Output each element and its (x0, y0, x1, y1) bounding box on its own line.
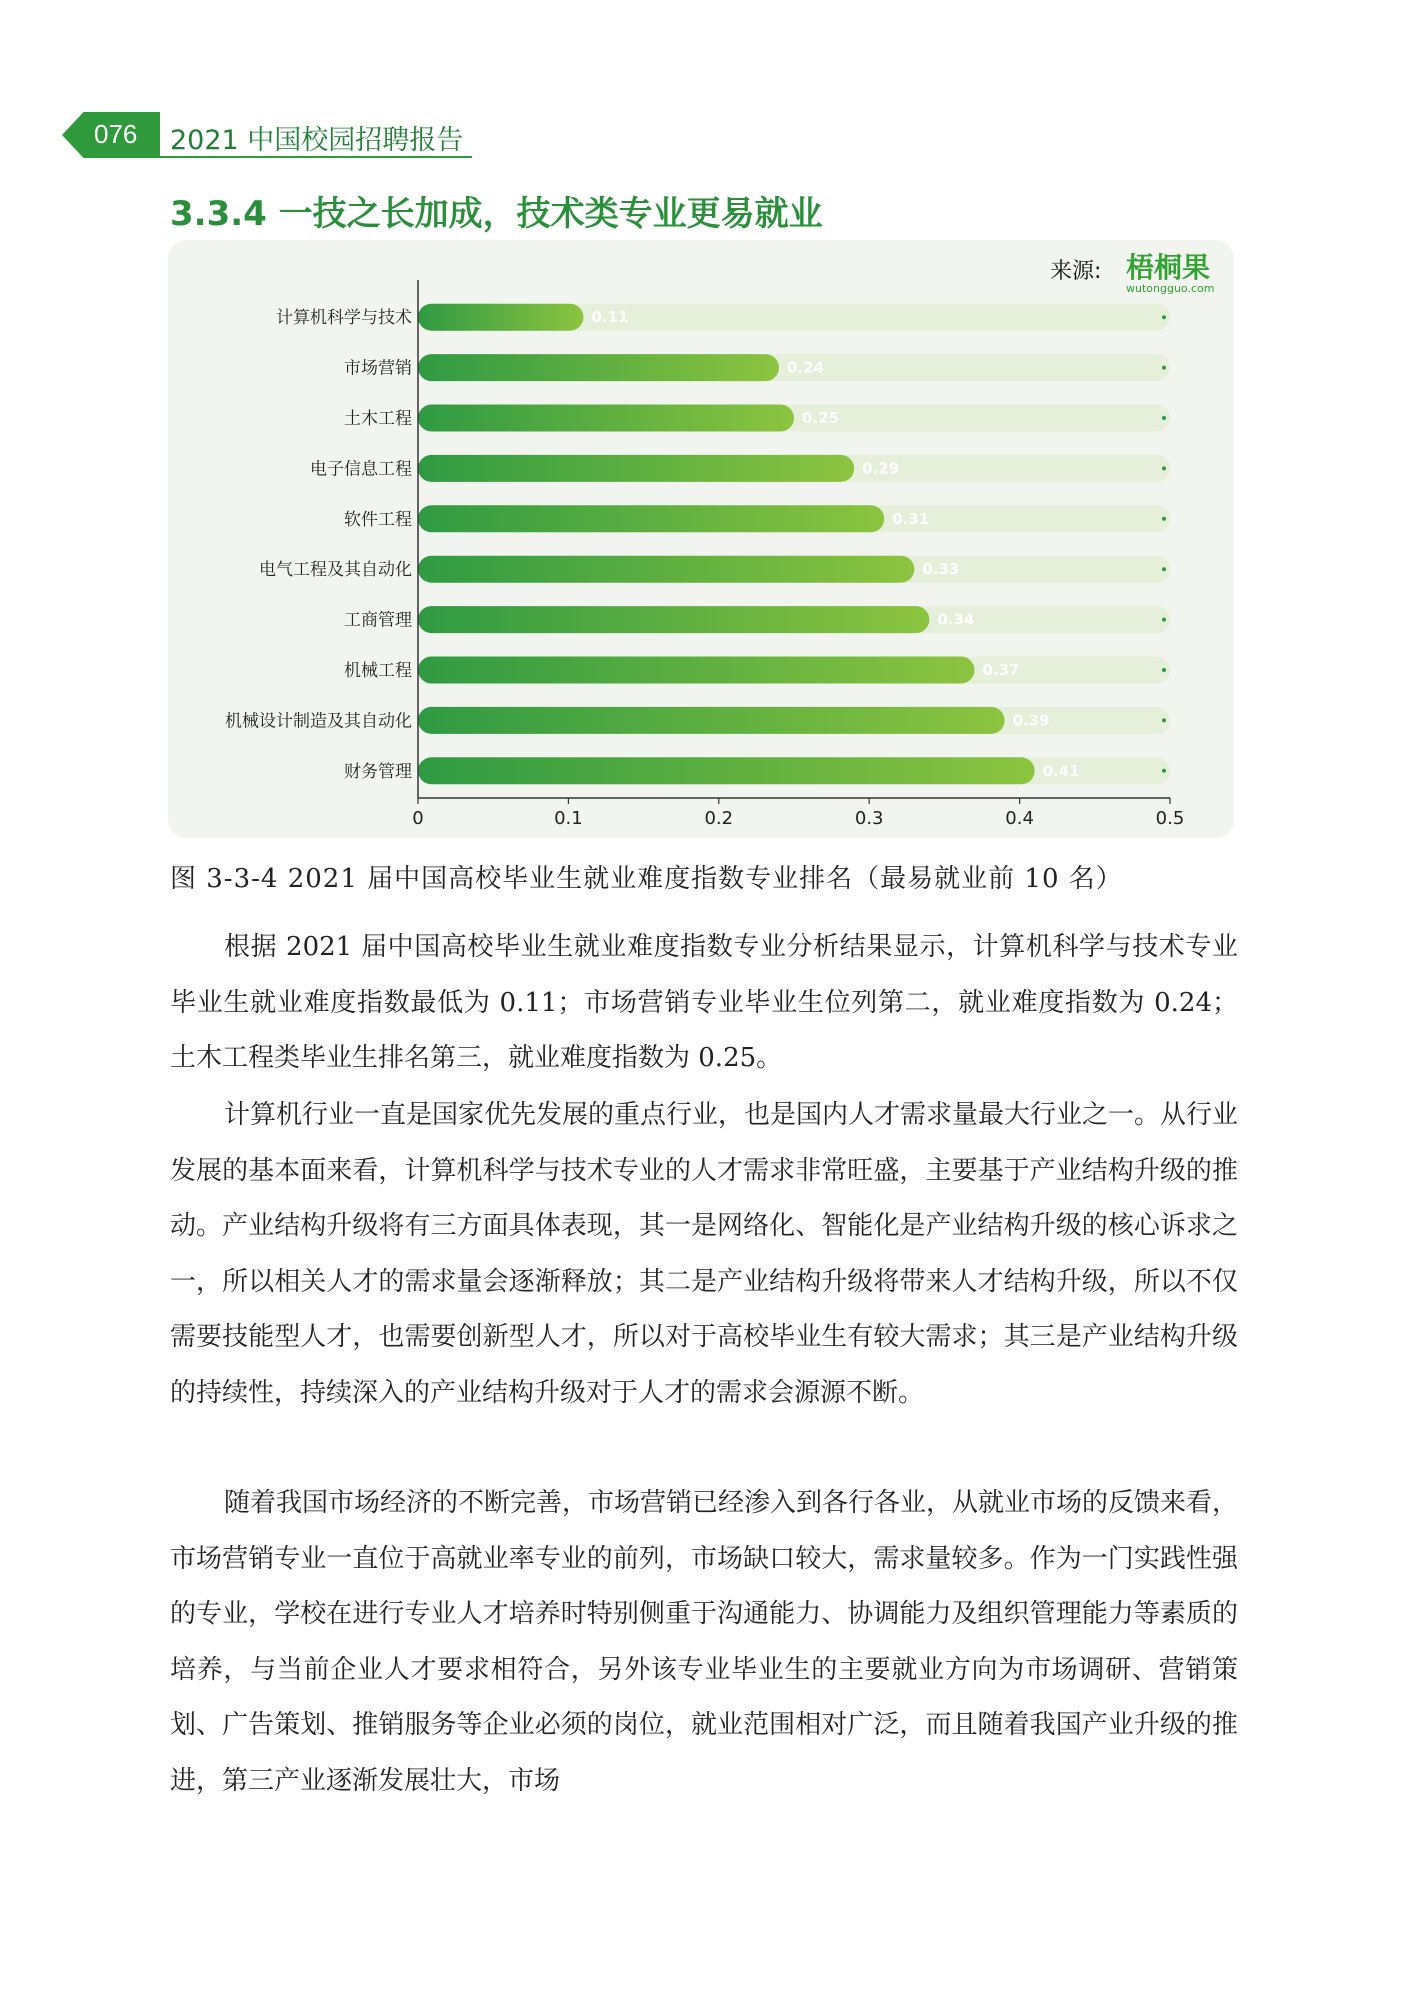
bar-value-label: 0.34 (937, 610, 975, 629)
track-end-dot (1162, 315, 1166, 319)
bar-value-label: 0.31 (892, 509, 930, 528)
page-number: 076 (94, 119, 138, 149)
bar (418, 455, 854, 482)
figure-caption: 图 3-3-4 2021 届中国高校毕业生就业难度指数专业排名（最易就业前 10 名） (170, 864, 1123, 894)
bar-value-label: 0.33 (922, 560, 960, 579)
bar (418, 757, 1035, 784)
bar (418, 405, 794, 432)
track-end-dot (1162, 769, 1166, 773)
body-paragraph-1: 根据 2021 届中国高校毕业生就业难度指数专业分析结果显示，计算机科学与技术专业毕业生就业难度指数最低为 0.11；市场营销专业毕业生位列第二，就业难度指数为 0.24；土木工程类毕业生排名第三，就业难度指数为 0.25。 (170, 932, 1238, 1073)
track-end-dot (1162, 466, 1166, 470)
x-tick-label: 0.3 (854, 808, 884, 829)
body-paragraph-3: 随着我国市场经济的不断完善，市场营销已经渗入到各行各业，从就业市场的反馈来看，市场营销专业一直位于高就业率专业的前列，市场缺口较大，需求量较多。作为一门实践性强的专业，学校在进行专业人才培养时特别侧重于沟通能力、协调能力及组织管理能力等素质的培养，与当前企业人才要求相符合，另外该专业毕业生的主要就业方向为市场调研、营销策划、广告策划、推销服务等企业必须的岗位，就业范围相对广泛，而且随着我国产业升级的推进，第三产业逐渐发展壮大，市场 (170, 1488, 1239, 1796)
bar (418, 556, 914, 583)
track-end-dot (1162, 668, 1166, 672)
bar (418, 657, 974, 684)
category-label: 电子信息工程 (310, 459, 412, 480)
bar-value-label: 0.39 (1012, 711, 1050, 730)
bar-value-label: 0.41 (1042, 761, 1080, 780)
category-label: 机械工程 (344, 661, 412, 681)
category-label: 计算机科学与技术 (276, 308, 412, 329)
bar-value-label: 0.11 (591, 308, 629, 327)
report-title: 2021 中国校园招聘报告 (170, 125, 464, 156)
category-label: 财务管理 (344, 761, 412, 782)
bar (418, 505, 884, 532)
category-label: 工商管理 (344, 610, 412, 631)
track-end-dot (1162, 718, 1166, 722)
section-title: 3.3.4 一技之长加成，技术类专业更易就业 (170, 194, 823, 234)
bar-value-label: 0.24 (786, 358, 824, 377)
bar (418, 707, 1005, 734)
category-label: 土木工程 (344, 409, 412, 429)
track-end-dot (1162, 618, 1166, 622)
category-label: 电气工程及其自动化 (259, 560, 412, 581)
category-label: 机械设计制造及其自动化 (225, 711, 412, 732)
body-paragraph-2: 计算机行业一直是国家优先发展的重点行业，也是国内人才需求量最大行业之一。从行业发展的基本面来看，计算机科学与技术专业的人才需求非常旺盛，主要基于产业结构升级的推动。产业结构升级将有三方面具体表现，其一是网络化、智能化是产业结构升级的核心诉求之一，所以相关人才的需求量会逐渐释放；其二是产业结构升级将带来人才结构升级，所以不仅需要技能型人才，也需要创新型人才，所以对于高校毕业生有较大需求；其三是产业结构升级的持续性，持续深入的产业结构升级对于人才的需求会源源不断。 (170, 1100, 1239, 1408)
x-tick-label: 0.2 (704, 808, 734, 829)
category-label: 软件工程 (344, 509, 412, 530)
source-label: 来源: (1050, 259, 1102, 284)
bar-chart (0, 0, 1411, 840)
source-url: wutongguo.com (1126, 282, 1215, 295)
source-brand-logo: 梧桐果 (1126, 251, 1211, 284)
bar (418, 304, 583, 331)
bar-value-label: 0.37 (982, 661, 1020, 679)
x-tick-label: 0 (412, 808, 424, 829)
bar (418, 606, 929, 633)
x-tick-label: 0.4 (1005, 808, 1034, 829)
bar-value-label: 0.29 (862, 459, 900, 478)
track-end-dot (1162, 517, 1166, 521)
track-end-dot (1162, 567, 1166, 571)
x-tick-label: 0.5 (1155, 808, 1185, 829)
bar (418, 354, 779, 381)
x-tick-label: 0.1 (554, 808, 583, 829)
category-label: 市场营销 (344, 358, 412, 379)
track-end-dot (1162, 416, 1166, 420)
bar-value-label: 0.25 (802, 409, 840, 427)
track-end-dot (1162, 366, 1166, 370)
